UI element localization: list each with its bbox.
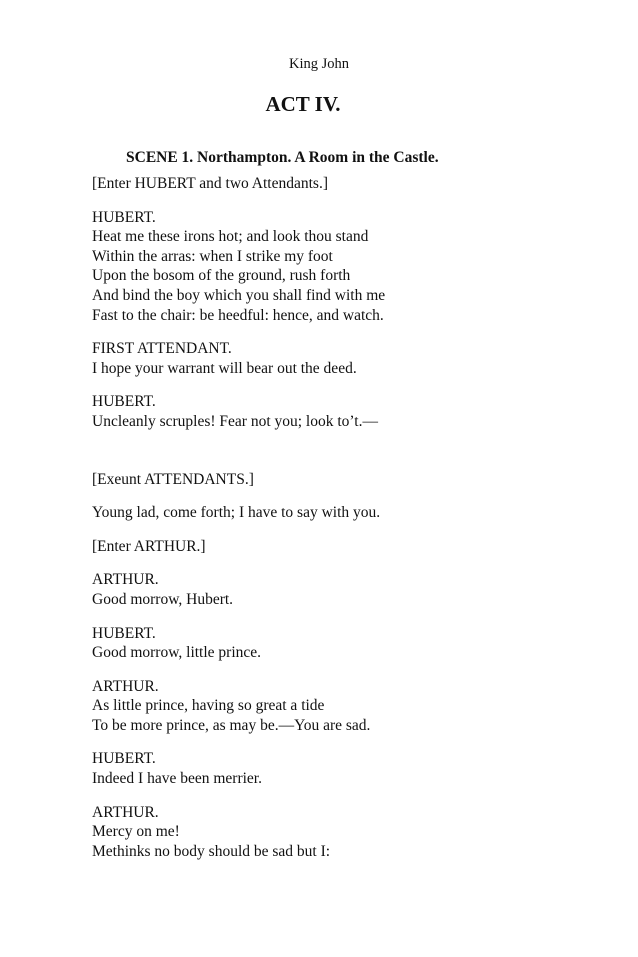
text-line: Upon the bosom of the ground, rush forth — [92, 267, 351, 285]
act-title — [0, 92, 638, 117]
running-head-text: King John — [288, 56, 350, 72]
speech-arthur — [92, 677, 572, 736]
scene-title: SCENE 1. Northampton. A Room in the Castle. — [126, 149, 439, 166]
speaker-name: ARTHUR. — [92, 803, 159, 821]
text-line: Within the arras: when I strike my foot — [92, 247, 333, 265]
text-line: I hope your warrant will bear out the deed. — [92, 359, 357, 377]
speech-first-attendant — [92, 339, 572, 378]
speech-continued — [92, 503, 572, 523]
speech-hubert — [92, 392, 572, 431]
stage-direction — [92, 174, 572, 194]
speech-hubert — [92, 749, 572, 788]
act-title-text: ACT IV. — [265, 92, 341, 116]
speech-arthur — [92, 803, 572, 862]
text-line: Good morrow, Hubert. — [92, 590, 234, 608]
speaker-name: HUBERT. — [92, 208, 156, 226]
text-line: [Enter HUBERT and two Attendants.] — [92, 175, 328, 192]
running-head — [0, 56, 638, 73]
speech-arthur — [92, 570, 572, 609]
speaker-name: HUBERT. — [92, 750, 156, 768]
text-line: Indeed I have been merrier. — [92, 770, 262, 788]
play-text — [92, 174, 572, 861]
text-line: [Exeunt ATTENDANTS.] — [92, 470, 254, 488]
speaker-name: HUBERT. — [92, 624, 156, 642]
speaker-name: ARTHUR. — [92, 571, 159, 589]
text-line: Young lad, come forth; I have to say with you. — [92, 504, 381, 522]
text-line: [Enter ARTHUR.] — [92, 537, 206, 555]
text-line: Good morrow, little prince. — [92, 644, 262, 662]
stage-direction — [92, 537, 572, 557]
text-line: Fast to the chair: be heedful: hence, and watch. — [92, 306, 384, 324]
text-line: Mercy on me! — [92, 823, 180, 841]
text-line: As little prince, having so great a tide — [92, 697, 325, 715]
speaker-name: HUBERT. — [92, 393, 156, 411]
text-line: To be more prince, as may be.—You are sad. — [92, 716, 371, 734]
text-line: Methinks no body should be sad but I: — [92, 842, 331, 860]
speaker-name: FIRST ATTENDANT. — [92, 340, 232, 358]
speaker-name: ARTHUR. — [92, 677, 159, 695]
stage-direction — [92, 470, 572, 490]
text-line: Heat me these irons hot; and look thou stand — [92, 228, 369, 246]
text-line: And bind the boy which you shall find with me — [92, 286, 386, 304]
speech-hubert — [92, 624, 572, 663]
speech-hubert — [92, 208, 572, 326]
text-line: Uncleanly scruples! Fear not you; look to’t.— — [92, 412, 378, 430]
